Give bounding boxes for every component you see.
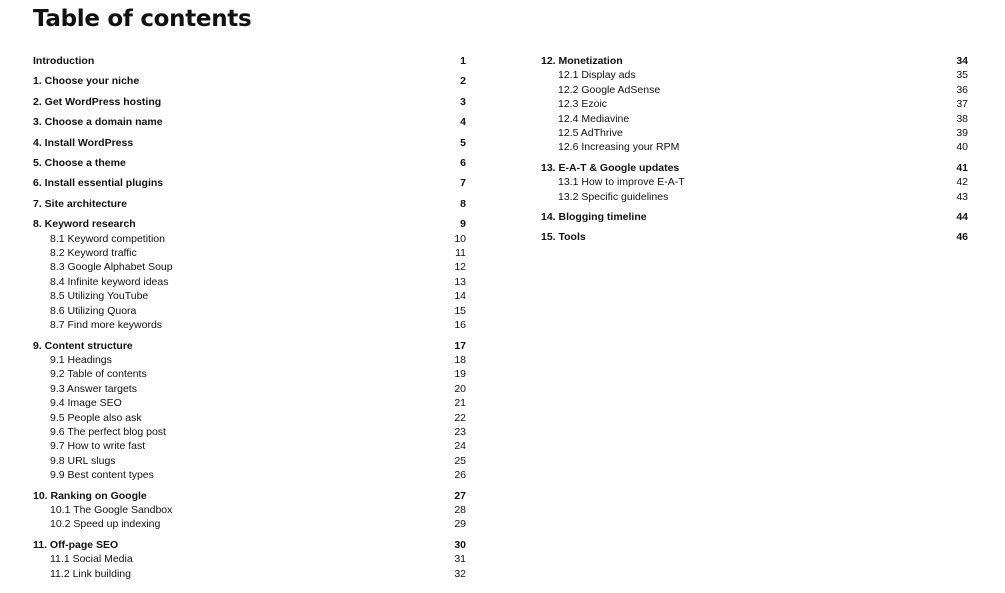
toc-subentry-title: 9.8 URL slugs [50,454,116,467]
toc-page-number: 5 [460,136,466,149]
toc-subentry-title: 10.1 The Google Sandbox [50,503,173,516]
toc-subentry-9-8-url-slugs[interactable] [33,454,466,468]
toc-entry-title: 5. Choose a theme [33,157,126,170]
toc-page-number: 17 [454,339,466,352]
toc-subentry-title: 9.6 The perfect blog post [50,425,166,438]
toc-subentry-13-2-specific-guidelines[interactable] [541,190,968,204]
toc-entry-14-blogging-timeline[interactable] [541,210,968,224]
toc-entry-1-choose-your-niche[interactable] [33,74,466,88]
toc-subentry-title: 12.4 Mediavine [558,112,630,125]
toc-section [33,489,466,532]
toc-subentry-9-1-headings[interactable] [33,353,466,367]
toc-subentry-9-4-image-seo[interactable] [33,396,466,410]
toc-entry-title: 9. Content structure [33,339,133,352]
toc-subentry-12-4-mediavine[interactable] [541,112,968,126]
toc-subentry-title: 11.1 Social Media [50,553,133,566]
toc-page-number: 38 [956,112,968,125]
toc-entry-title: 11. Off-page SEO [33,538,119,551]
toc-page-number: 3 [460,95,466,108]
toc-entry-title: 14. Blogging timeline [541,211,647,224]
toc-subentry-10-1-the-google-sandbox[interactable] [33,503,466,517]
toc-subentry-title: 9.9 Best content types [50,469,154,482]
toc-subentry-12-1-display-ads[interactable] [541,68,968,82]
toc-subentry-title: 11.2 Link building [50,567,131,580]
toc-subentry-title: 9.4 Image SEO [50,397,122,410]
toc-entry-9-content-structure[interactable] [33,339,466,353]
toc-entry-3-choose-a-domain-name[interactable] [33,115,466,129]
toc-page-number: 30 [454,538,466,551]
toc-entry-11-off-page-seo[interactable] [33,538,466,552]
toc-page-number: 40 [956,141,968,154]
toc-subentry-12-2-google-adsense[interactable] [541,83,968,97]
toc-subentry-title: 8.2 Keyword traffic [50,247,137,260]
toc-entry-title: 10. Ranking on Google [33,489,147,502]
toc-page-number: 21 [454,397,466,410]
toc-subentry-11-2-link-building[interactable] [33,567,466,581]
toc-page-number: 15 [454,304,466,317]
toc-section [541,161,968,204]
toc-section [33,95,466,109]
toc-section [33,74,466,88]
toc-section [33,197,466,211]
toc-subentry-title: 8.1 Keyword competition [50,232,165,245]
toc-entry-2-get-wordpress-hosting[interactable] [33,95,466,109]
toc-subentry-title: 12.2 Google AdSense [558,83,661,96]
toc-entry-title: 13. E-A-T & Google updates [541,161,680,174]
toc-entry-title: Introduction [33,55,95,67]
toc-entry-title: 2. Get WordPress hosting [33,95,162,108]
toc-subentry-9-7-how-to-write-fast[interactable] [33,439,466,453]
toc-subentry-title: 13.2 Specific guidelines [558,190,669,203]
toc-subentry-10-2-speed-up-indexing[interactable] [33,517,466,531]
toc-entry-title: 4. Install WordPress [33,136,134,149]
toc-entry-title: 12. Monetization [541,55,623,67]
toc-subentry-12-5-adthrive[interactable] [541,126,968,140]
toc-subentry-9-6-the-perfect-blog-post[interactable] [33,425,466,439]
toc-page-number: 42 [956,176,968,189]
toc-page-number: 34 [956,55,968,67]
toc-subentry-8-5-utilizing-youtube[interactable] [33,289,466,303]
toc-page-number: 1 [460,55,466,67]
toc-entry-introduction[interactable] [33,54,466,68]
toc-subentry-9-2-table-of-contents[interactable] [33,367,466,381]
toc-subentry-8-2-keyword-traffic[interactable] [33,246,466,260]
toc-page-number: 26 [454,469,466,482]
toc-section [33,115,466,129]
toc-page-number: 27 [454,489,466,502]
toc-entry-15-tools[interactable] [541,230,968,244]
toc-subentry-9-5-people-also-ask[interactable] [33,411,466,425]
toc-page-number: 13 [454,275,466,288]
toc-subentry-title: 9.1 Headings [50,353,112,366]
toc-entry-10-ranking-on-google[interactable] [33,489,466,503]
toc-subentry-title: 9.7 How to write fast [50,440,146,453]
toc-entry-6-install-essential-plugins[interactable] [33,176,466,190]
toc-subentry-9-9-best-content-types[interactable] [33,468,466,482]
toc-entry-title: 3. Choose a domain name [33,116,163,129]
toc-section [33,136,466,150]
toc-page-number: 11 [455,247,466,260]
toc-subentry-12-3-ezoic[interactable] [541,97,968,111]
toc-page-number: 46 [956,231,968,244]
toc-section [541,54,968,155]
toc-entry-title: 1. Choose your niche [33,75,140,88]
toc-subentry-title: 8.4 Infinite keyword ideas [50,275,169,288]
toc-entry-8-keyword-research[interactable] [33,217,466,231]
toc-page-number: 41 [956,161,968,174]
toc-subentry-9-3-answer-targets[interactable] [33,382,466,396]
toc-page-number: 29 [454,518,466,531]
toc-subentry-title: 8.3 Google Alphabet Soup [50,261,173,274]
toc-page-number: 20 [454,382,466,395]
toc-entry-5-choose-a-theme[interactable] [33,156,466,170]
toc-subentry-8-3-google-alphabet-soup[interactable] [33,260,466,274]
toc-subentry-12-6-increasing-your-rpm[interactable] [541,140,968,154]
toc-entry-13-e-a-t-and-google-updates[interactable] [541,161,968,175]
toc-subentry-title: 10.2 Speed up indexing [50,518,161,531]
toc-subentry-title: 9.2 Table of contents [50,368,147,381]
toc-page-number: 12 [454,261,466,274]
toc-section [33,339,466,483]
toc-subentry-title: 9.5 People also ask [50,411,142,424]
toc-subentry-title: 12.5 AdThrive [558,127,623,140]
toc-subentry-13-1-how-to-improve-e-a-t[interactable] [541,175,968,189]
toc-page-number: 22 [454,411,466,424]
toc-page-number: 24 [454,440,466,453]
toc-subentry-title: 13.1 How to improve E-A-T [558,176,685,189]
toc-section [33,217,466,332]
toc-page-number: 18 [454,353,466,366]
toc-subentry-title: 8.6 Utilizing Quora [50,304,137,317]
toc-subentry-title: 12.6 Increasing your RPM [558,141,680,154]
toc-page-number: 8 [460,197,466,210]
toc-section [541,230,968,244]
toc-page-number: 16 [454,319,466,332]
toc-page-number: 2 [460,75,466,88]
toc-subentry-11-1-social-media[interactable] [33,552,466,566]
toc-page-number: 31 [454,553,466,566]
toc-page-number: 39 [956,127,968,140]
toc-subentry-8-4-infinite-keyword-ideas[interactable] [33,275,466,289]
toc-page-number: 43 [956,190,968,203]
toc-section [33,538,466,581]
toc-subentry-8-7-find-more-keywords[interactable] [33,318,466,332]
toc-entry-title: 7. Site architecture [33,197,127,210]
page-title: Table of contents [33,6,252,32]
toc-subentry-title: 8.7 Find more keywords [50,319,163,332]
toc-page-number: 4 [460,116,466,129]
toc-section [33,156,466,170]
toc-section [33,176,466,190]
toc-entry-7-site-architecture[interactable] [33,197,466,211]
toc-page-number: 44 [956,211,968,224]
toc-page-number: 32 [454,567,466,580]
toc-subentry-title: 12.3 Ezoic [558,98,608,111]
toc-subentry-title: 8.5 Utilizing YouTube [50,290,149,303]
toc-page-number: 7 [460,177,466,190]
toc-right-column [541,54,968,251]
toc-page-number: 37 [956,98,968,111]
toc-page-number: 19 [454,368,466,381]
toc-section [33,54,466,68]
toc-page-number: 23 [454,425,466,438]
toc-page-number: 14 [454,290,466,303]
toc-page-number: 10 [454,232,466,245]
toc-page-number: 35 [956,69,968,82]
toc-subentry-title: 12.1 Display ads [558,69,636,82]
toc-entry-title: 6. Install essential plugins [33,177,164,190]
toc-entry-4-install-wordpress[interactable] [33,136,466,150]
toc-page-number: 25 [454,454,466,467]
toc-section [541,210,968,224]
toc-left-column [33,54,466,587]
toc-page-number: 9 [460,218,466,231]
toc-page-number: 28 [454,503,466,516]
toc-page-number: 36 [956,83,968,96]
toc-entry-12-monetization[interactable] [541,54,968,68]
toc-subentry-8-1-keyword-competition[interactable] [33,232,466,246]
toc-page-number: 6 [460,157,466,170]
toc-entry-title: 15. Tools [541,231,586,244]
toc-entry-title: 8. Keyword research [33,218,136,231]
toc-subentry-title: 9.3 Answer targets [50,382,137,395]
toc-subentry-8-6-utilizing-quora[interactable] [33,304,466,318]
